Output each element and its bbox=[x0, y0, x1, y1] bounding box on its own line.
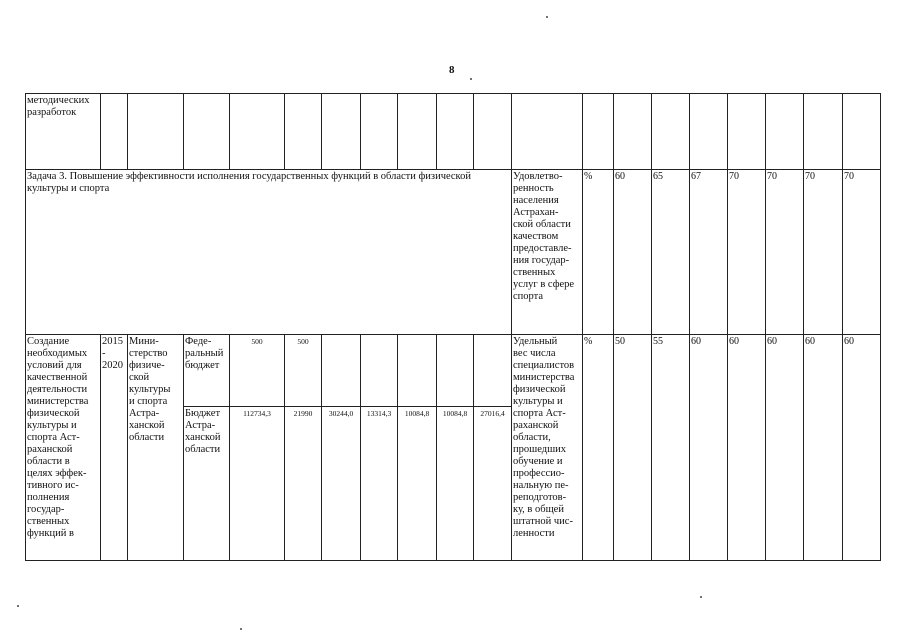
value-cell: 60 bbox=[690, 335, 728, 561]
amount-cell: 27016,4 bbox=[474, 407, 512, 561]
table-row-task3 bbox=[26, 170, 881, 335]
amount-cell bbox=[398, 335, 437, 407]
empty-cell bbox=[184, 94, 230, 170]
table-row-continuation bbox=[26, 94, 881, 170]
value-cell: 55 bbox=[652, 335, 690, 561]
table-row-measure-federal bbox=[26, 335, 881, 407]
scan-speck bbox=[700, 596, 702, 598]
empty-cell bbox=[361, 94, 398, 170]
scan-speck bbox=[546, 16, 548, 18]
empty-cell bbox=[437, 94, 474, 170]
activity-cell: методических разработок bbox=[26, 94, 101, 170]
empty-cell bbox=[804, 94, 843, 170]
value-cell: 60 bbox=[843, 335, 881, 561]
empty-cell bbox=[474, 94, 512, 170]
program-table bbox=[25, 93, 881, 561]
empty-cell bbox=[614, 94, 652, 170]
value-cell: 60 bbox=[766, 335, 804, 561]
amount-cell bbox=[322, 335, 361, 407]
empty-cell bbox=[101, 94, 128, 170]
amount-cell: 21990 bbox=[285, 407, 322, 561]
value-cell: 60 bbox=[804, 335, 843, 561]
unit-cell: % bbox=[583, 335, 614, 561]
amount-cell bbox=[474, 335, 512, 407]
empty-cell bbox=[285, 94, 322, 170]
activity-cell: Создание необходимых условий для качественной деятельности министерства физической культуры и спорта Аст- раханской области в целях эффек- тивного ис- полнения государ- ственных функций в bbox=[26, 335, 101, 561]
value-cell: 50 bbox=[614, 335, 652, 561]
amount-cell: 500 bbox=[230, 335, 285, 407]
indicator-cell: Удовлетво- ренность населения Астрахан- ской области качеством предоставле- ния государ- ственных услуг в сфере спорта bbox=[512, 170, 583, 335]
scan-speck bbox=[240, 628, 242, 630]
page-number: 8 bbox=[449, 64, 455, 76]
value-cell: 70 bbox=[804, 170, 843, 335]
value-cell: 60 bbox=[728, 335, 766, 561]
unit-cell: % bbox=[583, 170, 614, 335]
value-cell: 60 bbox=[614, 170, 652, 335]
years-cell: 2015 - 2020 bbox=[101, 335, 128, 561]
amount-cell: 500 bbox=[285, 335, 322, 407]
task-heading: Задача 3. Повышение эффективности исполнения государственных функций в области физической культуры и спорта bbox=[26, 170, 512, 335]
indicator-cell: Удельный вес числа специалистов министерства физической культуры и спорта Аст- раханской области, прошедших обучение и профессио- нальную пе- реподготов- ку, в общей штатной чис- ленности bbox=[512, 335, 583, 561]
value-cell: 70 bbox=[728, 170, 766, 335]
empty-cell bbox=[128, 94, 184, 170]
empty-cell bbox=[652, 94, 690, 170]
empty-cell bbox=[728, 94, 766, 170]
scan-speck bbox=[470, 78, 472, 80]
amount-cell: 30244,0 bbox=[322, 407, 361, 561]
value-cell: 67 bbox=[690, 170, 728, 335]
amount-cell: 10084,8 bbox=[398, 407, 437, 561]
funding-source-cell: Бюджет Астра- ханской области bbox=[184, 407, 230, 561]
empty-cell bbox=[398, 94, 437, 170]
empty-cell bbox=[843, 94, 881, 170]
executor-cell: Мини- стерство физиче- ской культуры и спорта Астра- ханской области bbox=[128, 335, 184, 561]
amount-cell: 112734,3 bbox=[230, 407, 285, 561]
amount-cell bbox=[437, 335, 474, 407]
funding-source-cell: Феде- ральный бюджет bbox=[184, 335, 230, 407]
value-cell: 65 bbox=[652, 170, 690, 335]
value-cell: 70 bbox=[843, 170, 881, 335]
empty-cell bbox=[230, 94, 285, 170]
empty-cell bbox=[322, 94, 361, 170]
empty-cell bbox=[766, 94, 804, 170]
amount-cell: 13314,3 bbox=[361, 407, 398, 561]
amount-cell bbox=[361, 335, 398, 407]
amount-cell: 10084,8 bbox=[437, 407, 474, 561]
empty-cell bbox=[690, 94, 728, 170]
empty-cell bbox=[512, 94, 583, 170]
empty-cell bbox=[583, 94, 614, 170]
scan-speck bbox=[17, 605, 19, 607]
value-cell: 70 bbox=[766, 170, 804, 335]
